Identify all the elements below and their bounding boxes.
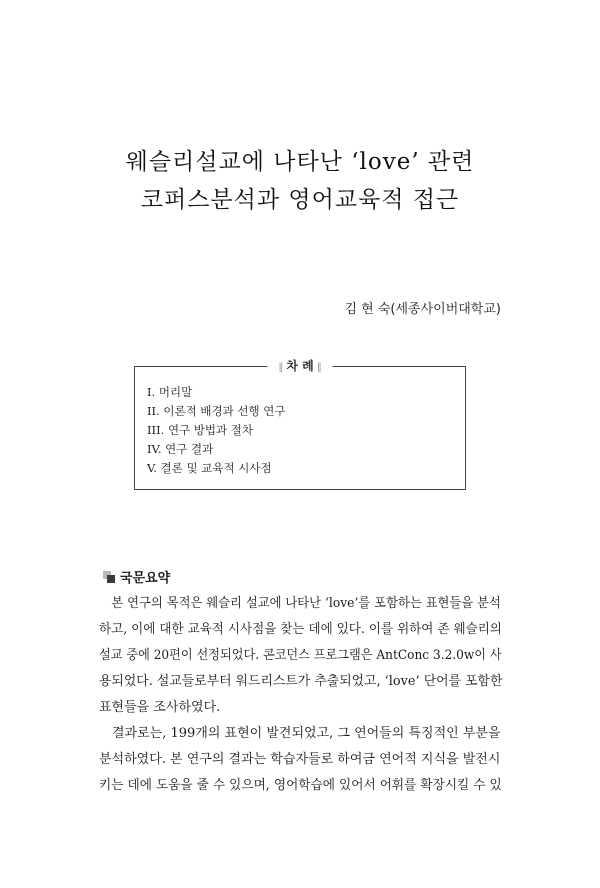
abstract-line: 설교 중에 20편이 선정되었다. 콘코던스 프로그램은 AntConc 3.2.0w이 사 xyxy=(99,648,502,663)
abstract-line: 결과로는, 199개의 표현이 발견되었고, 그 연어들의 특징적인 부분을 xyxy=(112,726,501,741)
toc-heading-right-bar-icon: ‖ xyxy=(316,362,322,373)
author-affiliation: 김 현 숙(세종사이버대학교) xyxy=(344,302,501,317)
paper-title-line-2: 코퍼스분석과 영어교육적 접근 xyxy=(140,187,460,213)
toc-item: I. 머리말 xyxy=(147,385,193,399)
abstract-body xyxy=(99,591,502,799)
abstract-paragraph-2 xyxy=(99,721,502,799)
toc-item: III. 연구 방법과 절차 xyxy=(147,423,254,437)
abstract-paragraph-1 xyxy=(99,591,502,721)
toc-item: IV. 연구 결과 xyxy=(147,442,214,456)
toc-item: II. 이론적 배경과 선행 연구 xyxy=(147,404,286,418)
abstract-line: 표현들을 조사하였다. xyxy=(99,700,221,715)
paper-title xyxy=(0,143,600,219)
abstract-heading-label: 국문요약 xyxy=(120,571,171,586)
toc-heading xyxy=(267,357,332,374)
abstract-heading xyxy=(103,567,170,586)
table-of-contents xyxy=(134,359,466,490)
abstract-line: 본 연구의 목적은 웨슬리 설교에 나타난 ‘love’를 포함하는 표현들을 분석 xyxy=(111,596,501,611)
abstract-line: 분석하였다. 본 연구의 결과는 학습자들로 하여금 연어적 지식을 발전시 xyxy=(99,752,501,767)
toc-item: V. 결론 및 교육적 시사점 xyxy=(147,461,272,475)
toc-heading-label: 차 례 xyxy=(286,359,314,373)
abstract-line: 용되었다. 설교들로부터 워드리스트가 추출되었고, ‘love’ 단어를 포함한 xyxy=(99,674,503,689)
abstract-line: 키는 데에 도움을 줄 수 있으며, 영어학습에 있어서 어휘를 확장시킬 수 있 xyxy=(99,778,502,793)
section-square-icon xyxy=(103,571,117,583)
paper-title-line-1: 웨슬리설교에 나타난 ‘love’ 관련 xyxy=(125,149,475,175)
toc-heading-left-bar-icon: ‖ xyxy=(278,362,284,373)
toc-list xyxy=(147,383,285,478)
abstract-line: 하고, 이에 대한 교육적 시사점을 찾는 데에 있다. 이를 위하여 존 웨슬리의 xyxy=(99,622,502,637)
